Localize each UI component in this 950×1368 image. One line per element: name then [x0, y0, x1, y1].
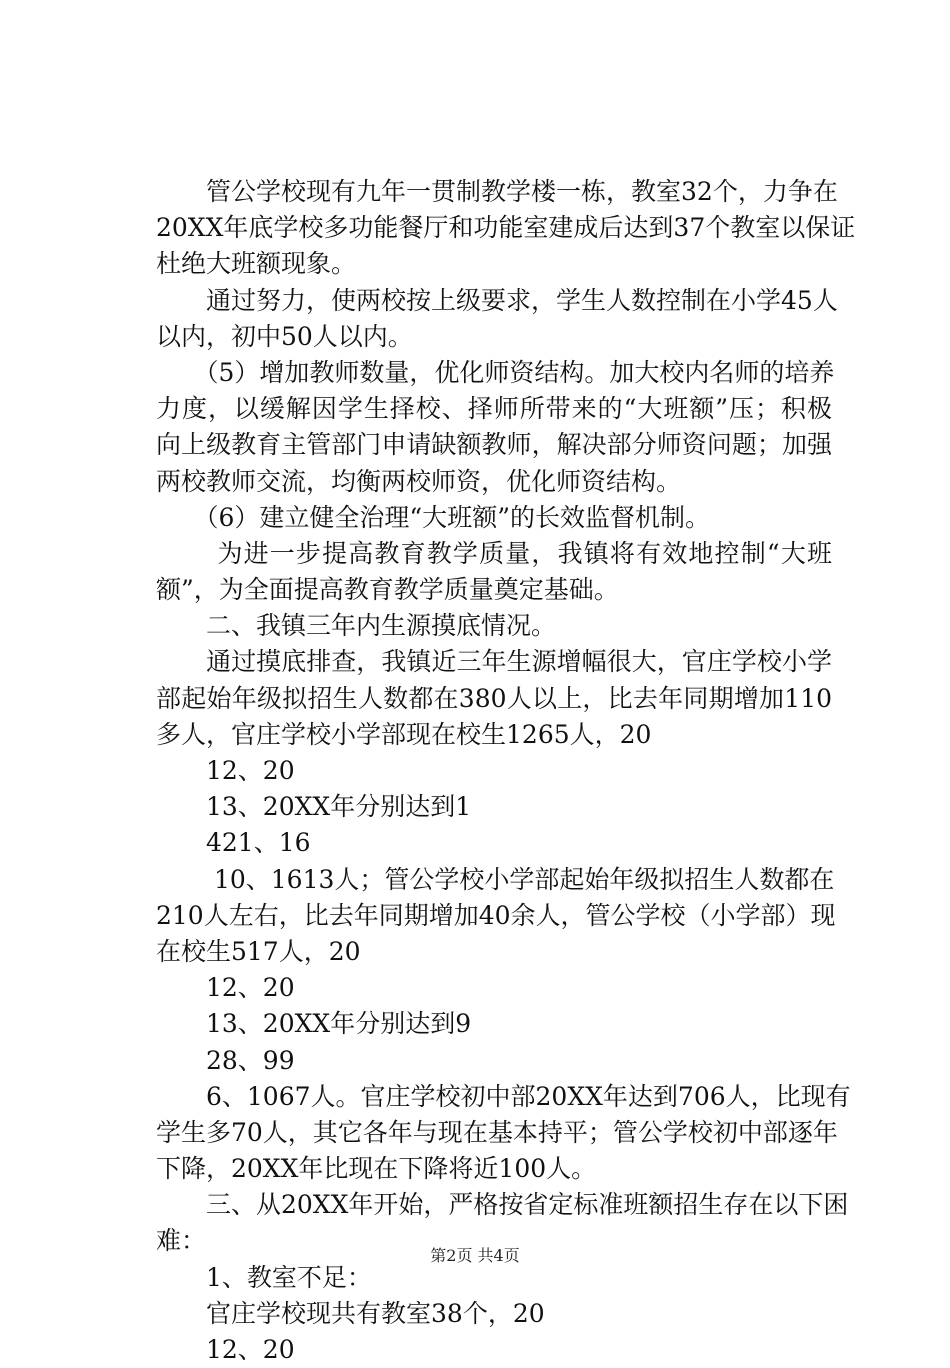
- text-line: 管公学校现有九年一贯制教学楼一栋，教室32个，力争在: [156, 177, 838, 206]
- text-line: 421、16: [156, 828, 311, 858]
- text-line: 12、20: [156, 1335, 295, 1364]
- text-line: 部起始年级拟招生人数都在380人以上，比去年同期增加110: [156, 683, 832, 713]
- text-line: 6、1067人。官庄学校初中部20XX年达到706人，比现有: [156, 1081, 851, 1111]
- text-line: 杜绝大班额现象。: [156, 249, 357, 279]
- text-line: 12、20: [156, 756, 295, 785]
- page-footer: 第2页 共4页: [430, 1246, 520, 1265]
- text-line: 通过摸底排查，我镇近三年生源增幅很大，官庄学校小学: [156, 647, 832, 677]
- text-line: 12、20: [156, 973, 295, 1003]
- text-line: 为进一步提高教育教学质量，我镇将有效地控制“大班: [156, 538, 832, 568]
- document-body: [156, 174, 856, 1368]
- text-line: （6）建立健全治理“大班额”的长效监督机制。: [156, 502, 710, 532]
- text-line: 20XX年底学校多功能餐厅和功能室建成后达到37个教室以保证: [156, 213, 856, 243]
- text-line: 学生多70人，其它各年与现在基本持平；管公学校初中部逐年: [156, 1117, 838, 1147]
- text-line: 10、1613人；管公学校小学部起始年级拟招生人数都在: [156, 864, 835, 894]
- text-line: 向上级教育主管部门申请缺额教师，解决部分师资问题；加强: [156, 430, 832, 460]
- text-line: 以内，初中50人以内。: [156, 321, 413, 351]
- text-line: 官庄学校现共有教室38个，20: [156, 1298, 545, 1328]
- text-line: 两校教师交流，均衡两校师资，优化师资结构。: [156, 466, 682, 496]
- text-line: 额”，为全面提高教育教学质量奠定基础。: [156, 575, 619, 605]
- text-line: 13、20XX年分别达到9: [156, 1009, 472, 1039]
- text-line: 二、我镇三年内生源摸底情况。: [156, 611, 557, 641]
- text-line: 下降，20XX年比现在下降将近100人。: [156, 1154, 597, 1184]
- text-line: 28、99: [156, 1045, 295, 1075]
- text-line: 多人，官庄学校小学部现在校生1265人，20: [156, 719, 652, 749]
- text-line: 210人左右，比去年同期增加40余人，管公学校（小学部）现: [156, 900, 836, 930]
- text-line: 通过努力，使两校按上级要求，学生人数控制在小学45人: [156, 285, 838, 315]
- text-line: 在校生517人，20: [156, 936, 361, 966]
- text-line: 难：: [156, 1226, 207, 1256]
- text-line: 三、从20XX年开始，严格按省定标准班额招生存在以下困: [156, 1190, 849, 1220]
- text-line: 13、20XX年分别达到1: [156, 792, 472, 822]
- text-line: 1、教室不足：: [156, 1262, 372, 1292]
- text-line: 力度，以缓解因学生择校、择师所带来的“大班额”压；积极: [156, 394, 832, 424]
- text-line: （5）增加教师数量，优化师资结构。加大校内名师的培养: [156, 357, 835, 387]
